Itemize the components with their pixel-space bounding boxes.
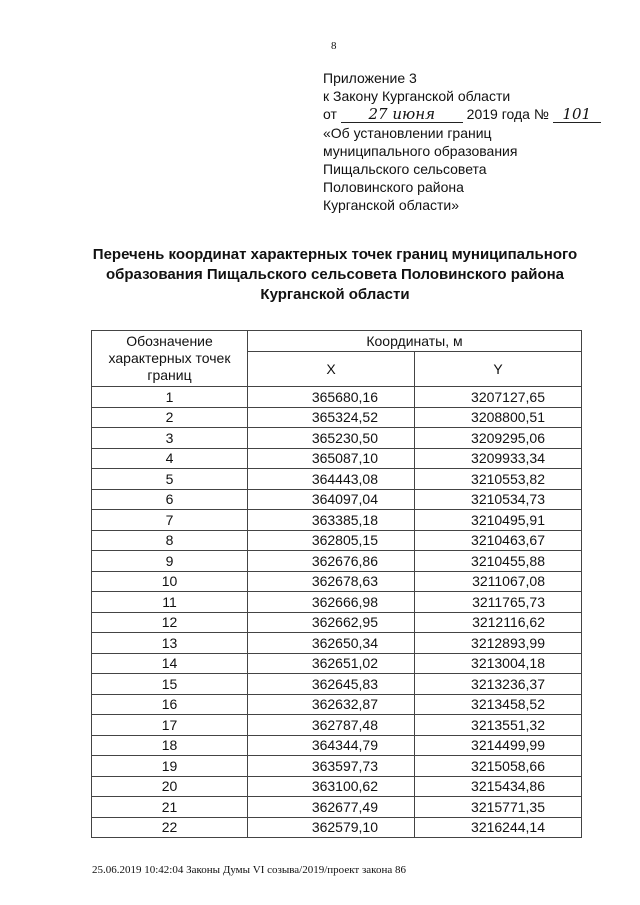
coord-y: 3210553,82 bbox=[415, 469, 582, 490]
coord-y: 3211067,08 bbox=[415, 571, 582, 592]
appendix-title: Приложение 3 bbox=[323, 70, 417, 86]
coord-y: 3210495,91 bbox=[415, 510, 582, 531]
coord-x: 363100,62 bbox=[248, 776, 415, 797]
coord-x: 362650,34 bbox=[248, 633, 415, 654]
table-row bbox=[92, 735, 582, 756]
coord-x: 365087,10 bbox=[248, 448, 415, 469]
coord-x: 362666,98 bbox=[248, 592, 415, 613]
point-number: 12 bbox=[92, 612, 248, 633]
table-row bbox=[92, 612, 582, 633]
point-number: 5 bbox=[92, 469, 248, 490]
table-row bbox=[92, 551, 582, 572]
coord-x: 362579,10 bbox=[248, 817, 415, 838]
coord-y: 3215058,66 bbox=[415, 756, 582, 777]
coord-x: 365230,50 bbox=[248, 428, 415, 449]
coord-x: 364344,79 bbox=[248, 735, 415, 756]
table-row bbox=[92, 448, 582, 469]
point-number: 19 bbox=[92, 756, 248, 777]
table-row bbox=[92, 817, 582, 838]
coord-y: 3212893,99 bbox=[415, 633, 582, 654]
coord-x: 364097,04 bbox=[248, 489, 415, 510]
coord-x: 363597,73 bbox=[248, 756, 415, 777]
coord-y: 3215434,86 bbox=[415, 776, 582, 797]
table-row bbox=[92, 653, 582, 674]
appendix-header bbox=[323, 69, 623, 215]
appendix-date-line bbox=[323, 105, 623, 123]
table-row bbox=[92, 715, 582, 736]
footer-stamp: 25.06.2019 10:42:04 Законы Думы VI созыва/2019/проект закона 86 bbox=[92, 864, 406, 876]
point-number: 13 bbox=[92, 633, 248, 654]
point-number: 18 bbox=[92, 735, 248, 756]
header-x: X bbox=[248, 352, 415, 387]
point-number: 6 bbox=[92, 489, 248, 510]
coord-y: 3214499,99 bbox=[415, 735, 582, 756]
point-number: 14 bbox=[92, 653, 248, 674]
table-row bbox=[92, 674, 582, 695]
coord-y: 3212116,62 bbox=[415, 612, 582, 633]
appendix-law-title-2: муниципального образования bbox=[323, 142, 518, 159]
table-row bbox=[92, 407, 582, 428]
header-y: Y bbox=[415, 352, 582, 387]
page-number: 8 bbox=[331, 40, 337, 52]
appendix-law-reference: к Закону Курганской области bbox=[323, 88, 511, 105]
point-number: 22 bbox=[92, 817, 248, 838]
handwritten-date: 27 июня bbox=[341, 107, 463, 123]
coord-y: 3213236,37 bbox=[415, 674, 582, 695]
coordinates-table-body bbox=[92, 387, 582, 838]
point-number: 7 bbox=[92, 510, 248, 531]
point-number: 2 bbox=[92, 407, 248, 428]
coord-x: 362677,49 bbox=[248, 797, 415, 818]
coord-y: 3210463,67 bbox=[415, 530, 582, 551]
handwritten-law-number: 101 bbox=[553, 107, 601, 123]
coord-y: 3213458,52 bbox=[415, 694, 582, 715]
coord-y: 3213551,32 bbox=[415, 715, 582, 736]
header-coordinates: Координаты, м bbox=[248, 331, 582, 352]
point-number: 17 bbox=[92, 715, 248, 736]
coord-x: 362651,02 bbox=[248, 653, 415, 674]
point-number: 1 bbox=[92, 387, 248, 408]
coord-y: 3215771,35 bbox=[415, 797, 582, 818]
point-number: 9 bbox=[92, 551, 248, 572]
point-number: 20 bbox=[92, 776, 248, 797]
table-row bbox=[92, 633, 582, 654]
table-row bbox=[92, 776, 582, 797]
header-point-label: Обозначение характерных точек границ bbox=[92, 331, 248, 387]
coordinates-table bbox=[91, 330, 582, 838]
table-row bbox=[92, 694, 582, 715]
document-title: Перечень координат характерных точек границ муниципального образования Пищальского сельсовета Половинского района Курганской области bbox=[92, 246, 578, 303]
date-year: 2019 года № bbox=[466, 106, 549, 123]
coord-y: 3211765,73 bbox=[415, 592, 582, 613]
point-number: 3 bbox=[92, 428, 248, 449]
appendix-law-title-1: «Об установлении границ bbox=[323, 124, 492, 141]
table-row bbox=[92, 530, 582, 551]
coord-x: 362676,86 bbox=[248, 551, 415, 572]
point-number: 11 bbox=[92, 592, 248, 613]
table-row bbox=[92, 387, 582, 408]
coord-x: 362645,83 bbox=[248, 674, 415, 695]
table-row bbox=[92, 571, 582, 592]
table-row bbox=[92, 510, 582, 531]
coord-x: 362678,63 bbox=[248, 571, 415, 592]
table-row bbox=[92, 469, 582, 490]
appendix-law-title-3: Пищальского сельсовета bbox=[323, 161, 487, 178]
coord-x: 362787,48 bbox=[248, 715, 415, 736]
point-number: 16 bbox=[92, 694, 248, 715]
table-row bbox=[92, 756, 582, 777]
table-row bbox=[92, 592, 582, 613]
point-number: 10 bbox=[92, 571, 248, 592]
coord-x: 362632,87 bbox=[248, 694, 415, 715]
coord-x: 362662,95 bbox=[248, 612, 415, 633]
coord-y: 3208800,51 bbox=[415, 407, 582, 428]
coord-x: 365324,52 bbox=[248, 407, 415, 428]
coord-x: 365680,16 bbox=[248, 387, 415, 408]
appendix-law-title-4: Половинского района bbox=[323, 179, 464, 196]
table-row bbox=[92, 428, 582, 449]
coord-y: 3209295,06 bbox=[415, 428, 582, 449]
point-number: 21 bbox=[92, 797, 248, 818]
coord-x: 363385,18 bbox=[248, 510, 415, 531]
point-number: 8 bbox=[92, 530, 248, 551]
point-number: 15 bbox=[92, 674, 248, 695]
table-row bbox=[92, 489, 582, 510]
coord-y: 3216244,14 bbox=[415, 817, 582, 838]
coord-x: 362805,15 bbox=[248, 530, 415, 551]
appendix-law-title-5: Курганской области» bbox=[323, 197, 460, 214]
table-row bbox=[92, 797, 582, 818]
coord-y: 3210455,88 bbox=[415, 551, 582, 572]
date-prefix: от bbox=[323, 106, 337, 123]
coord-y: 3209933,34 bbox=[415, 448, 582, 469]
point-number: 4 bbox=[92, 448, 248, 469]
coord-y: 3213004,18 bbox=[415, 653, 582, 674]
coord-y: 3207127,65 bbox=[415, 387, 582, 408]
coord-x: 364443,08 bbox=[248, 469, 415, 490]
coord-y: 3210534,73 bbox=[415, 489, 582, 510]
